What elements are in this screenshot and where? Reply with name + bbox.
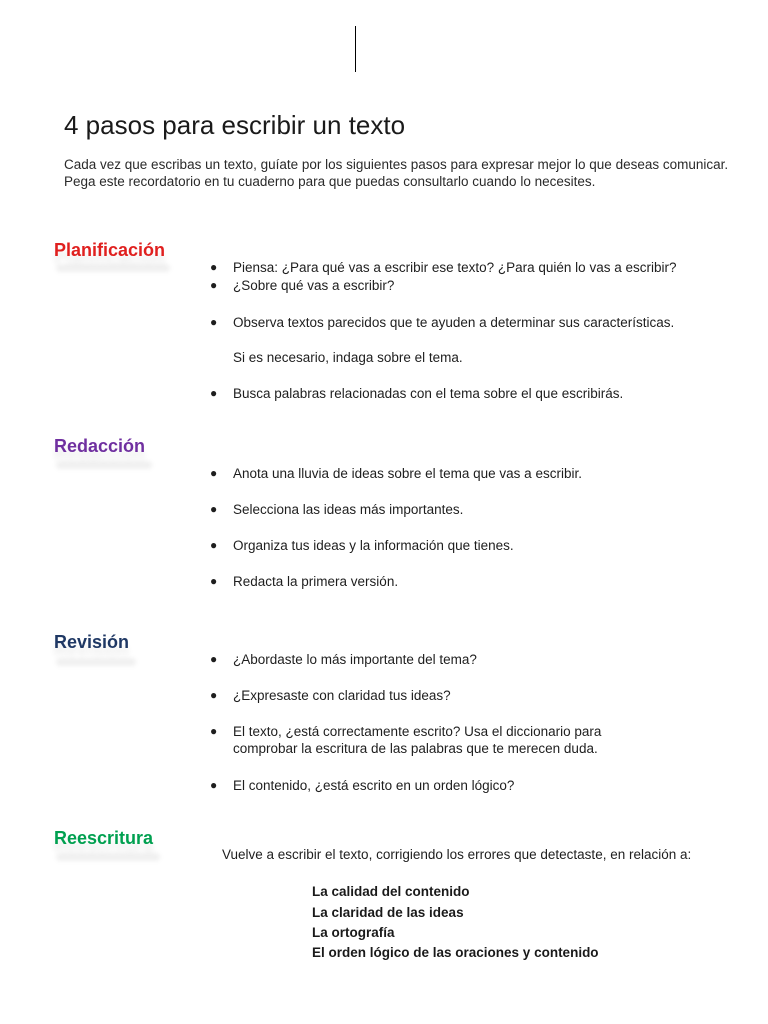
list-item: [210, 314, 740, 331]
intro-paragraph: Cada vez que escribas un texto, guíate por los siguientes pasos para expresar mejor lo que deseas comunicar. Pega este recordatorio en tu cuaderno para que puedas consultarlo cuando lo necesites.: [64, 157, 729, 189]
reescritura-intro: Vuelve a escribir el texto, corrigiendo los errores que detectaste, en relación a:: [222, 847, 692, 862]
list-item: [210, 465, 740, 482]
list-item: [210, 277, 740, 294]
aspect-item: La ortografía: [312, 925, 395, 940]
aspect-item: El orden lógico de las oraciones y contenido: [312, 945, 599, 960]
list-item: [210, 651, 740, 668]
bullet-icon: ●: [210, 652, 218, 666]
list-item-text: Anota una lluvia de ideas sobre el tema que vas a escribir.: [233, 466, 582, 481]
list-item-text: Busca palabras relacionadas con el tema sobre el que escribirás.: [233, 386, 624, 401]
list-item: [210, 501, 740, 518]
text-cursor: [355, 26, 356, 72]
heading-revision: Revisión: [54, 632, 130, 652]
list-item-text: Redacta la primera versión.: [233, 574, 399, 589]
heading-shadow: [56, 264, 170, 272]
list-item-text: ¿Sobre qué vas a escribir?: [233, 278, 395, 293]
bullet-icon: ●: [210, 466, 218, 480]
heading-shadow: [56, 461, 152, 469]
list-item: [210, 687, 740, 704]
list-item-text: ¿Expresaste con claridad tus ideas?: [233, 688, 451, 703]
aspect-item: La calidad del contenido: [312, 884, 470, 899]
bullet-icon: ●: [210, 688, 218, 702]
bullet-icon: ●: [210, 260, 218, 274]
list-item: [210, 777, 740, 794]
list-item-text: ¿Abordaste lo más importante del tema?: [233, 652, 477, 667]
list-item-text: Piensa: ¿Para qué vas a escribir ese texto? ¿Para quién lo vas a escribir?: [233, 260, 677, 275]
heading-shadow: [56, 658, 136, 666]
bullet-icon: ●: [210, 502, 218, 516]
heading-reescritura: Reescritura: [54, 828, 154, 848]
list-item-text: El contenido, ¿está escrito en un orden lógico?: [233, 778, 515, 793]
bullet-icon: ●: [210, 315, 218, 329]
list-item-text: El texto, ¿está correctamente escrito? Usa el diccionario para comprobar la escritura de las palabras que te merecen duda.: [233, 724, 602, 756]
heading-redaccion: Redacción: [54, 436, 146, 456]
list-item-text: Organiza tus ideas y la información que tienes.: [233, 538, 514, 553]
list-item-text: Si es necesario, indaga sobre el tema.: [233, 350, 463, 365]
bullet-icon: ●: [210, 778, 218, 792]
bullet-icon: ●: [210, 386, 218, 400]
bullet-icon: ●: [210, 724, 218, 738]
heading-shadow: [56, 853, 160, 861]
list-item: [210, 723, 640, 757]
list-item: [210, 537, 740, 554]
aspect-item: La claridad de las ideas: [312, 905, 464, 920]
list-item: [210, 349, 740, 366]
page-title: 4 pasos para escribir un texto: [64, 110, 406, 140]
list-item: [210, 259, 740, 276]
list-item: [210, 573, 740, 590]
bullet-icon: ●: [210, 574, 218, 588]
heading-planificacion: Planificación: [54, 240, 166, 260]
list-item-text: Selecciona las ideas más importantes.: [233, 502, 464, 517]
list-item: [210, 385, 740, 402]
bullet-icon: ●: [210, 278, 218, 292]
list-item-text: Observa textos parecidos que te ayuden a determinar sus características.: [233, 315, 675, 330]
bullet-icon: ●: [210, 538, 218, 552]
